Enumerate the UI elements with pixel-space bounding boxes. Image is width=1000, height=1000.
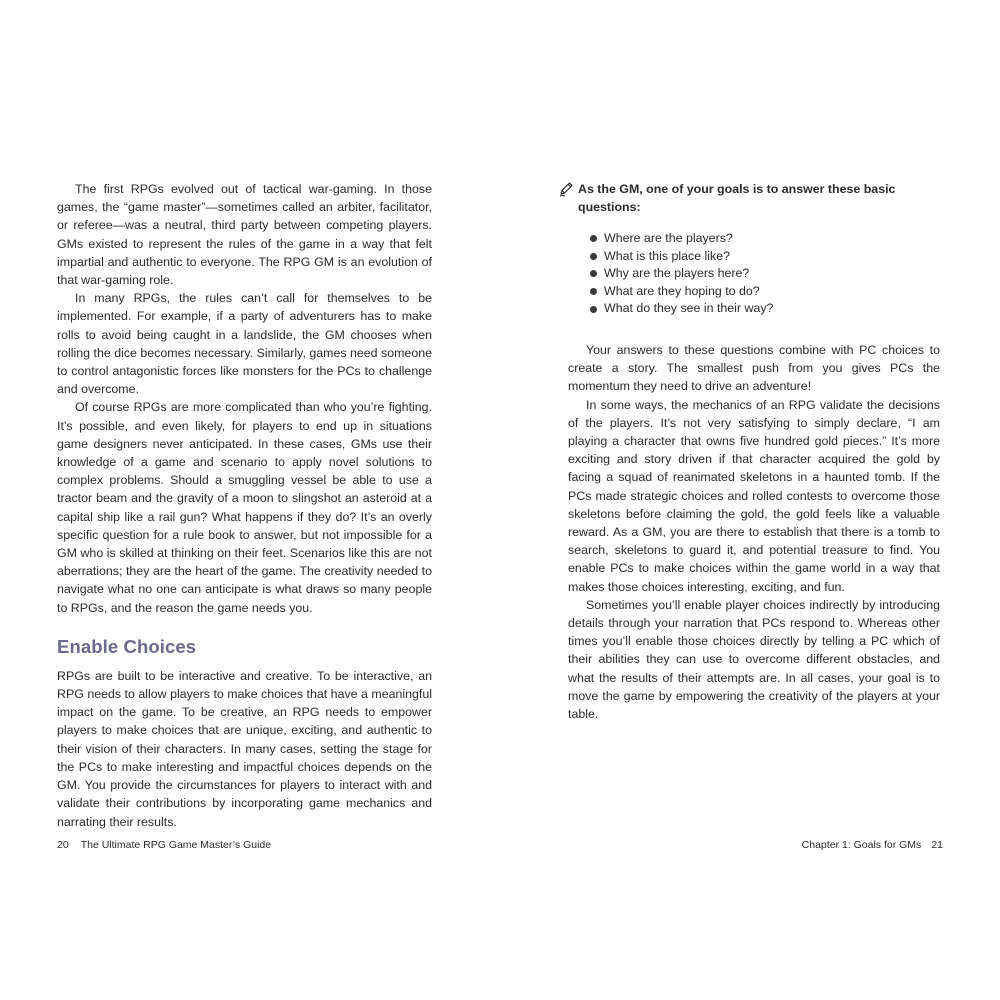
tip-callout xyxy=(558,180,940,216)
pencil-icon xyxy=(558,181,574,197)
bullet-icon xyxy=(590,288,597,295)
list-item xyxy=(590,300,940,318)
book-title: The Ultimate RPG Game Master’s Guide xyxy=(80,839,272,851)
chapter-title: Chapter 1: Goals for GMs xyxy=(801,839,922,851)
left-column xyxy=(57,180,432,831)
page-number: 20 xyxy=(57,839,69,851)
tip-text: As the GM, one of your goals is to answer these basic questions: xyxy=(578,182,896,214)
paragraph: In many RPGs, the rules can’t call for themselves to be implemented. For example, if a party of adventurers has to make rolls to avoid being caught in a landslide, the GM chooses when rolling the dice becomes necessary. Similarly, games need someone to control antagonistic forces like monsters for the PCs to challenge and overcome. xyxy=(57,291,432,397)
right-page xyxy=(500,0,1000,1000)
list-item-text: Where are the players? xyxy=(604,231,733,245)
list-item xyxy=(590,230,940,248)
list-item xyxy=(590,283,940,301)
page-footer-right xyxy=(802,838,943,852)
paragraph: Of course RPGs are more complicated than who you’re fighting. It’s possible, and even likely, for players to end up in situations game designers never anticipated. In these cases, GMs use their knowledge of a game and scenario to apply novel solutions to complex problems. Should a smuggling vessel be able to use a tractor beam and the gravity of a moon to slingshot an asteroid at a capital ship like a rail gun? What happens if they do? It’s an overly specific question for a rule book to answer, but not impossible for a GM who is skilled at thinking on their feet. Scenarios like this are not aberrations; they are the heart of the game. The creativity needed to navigate what no one can anticipate is what draws so many people to RPGs, and the reason the game needs you. xyxy=(57,400,432,615)
paragraph: RPGs are built to be interactive and creative. To be interactive, an RPG needs to allow players to make choices that have a meaningful impact on the game. To be creative, an RPG needs to empower players to make choices that are unique, exciting, and authentic to their vision of their characters. In many cases, setting the stage for the PCs to make interesting and impactful choices depends on the GM. You provide the circumstances for players to interact with and validate their contributions by incorporating game mechanics and narrating their results. xyxy=(57,668,432,829)
question-list xyxy=(568,230,940,318)
section-heading: Enable Choices xyxy=(57,635,197,657)
page-number: 21 xyxy=(931,839,943,851)
bullet-icon xyxy=(590,306,597,313)
paragraph: In some ways, the mechanics of an RPG validate the decisions of the players. It’s not very satisfying to simply declare, “I am playing a character that owns five hundred gold pieces.” It’s more exciting and story driven if that character acquired the gold by facing a squad of reanimated skeletons in a haunted tomb. If the PCs made strategic choices and rolled contests to overcome those skeletons before claiming the gold, the gold feels like a valuable reward. As a GM, you are there to establish that there is a tomb to search, skeletons to guard it, and potential treasure to find. You enable PCs to make choices within the game world in a way that makes those choices interesting, exciting, and fun. xyxy=(568,397,940,594)
right-column xyxy=(568,180,940,723)
list-item-text: What are they hoping to do? xyxy=(604,283,760,298)
paragraph: The first RPGs evolved out of tactical war-gaming. In those games, the “game master”—sometimes called an arbiter, facilitator, or referee—was a neutral, third party between competing players. GMs existed to represent the rules of the game in a way that felt impartial and authentic to everyone. The RPG GM is an evolution of that war-gaming role. xyxy=(57,182,432,288)
paragraph: Your answers to these questions combine with PC choices to create a story. The smallest push from you gives PCs the momentum they need to drive an adventure! xyxy=(568,342,940,394)
list-item-text: What do they see in their way? xyxy=(604,301,774,316)
list-item-text: Why are the players here? xyxy=(604,266,750,281)
bullet-icon xyxy=(590,253,597,260)
paragraph: Sometimes you’ll enable player choices indirectly by introducing details through your narration that PCs respond to. Whereas other times you’ll enable those choices directly by telling a PC which of their abilities they can use to overcome different obstacles, and what the results of their attempts are. In all cases, your goal is to move the game by empowering the creativity of the players at your table. xyxy=(568,597,940,722)
bullet-icon xyxy=(590,235,597,242)
list-item xyxy=(590,248,940,266)
list-item xyxy=(590,265,940,283)
bullet-icon xyxy=(590,270,597,277)
page-footer-left xyxy=(57,838,271,852)
list-item-text: What is this place like? xyxy=(604,248,731,263)
